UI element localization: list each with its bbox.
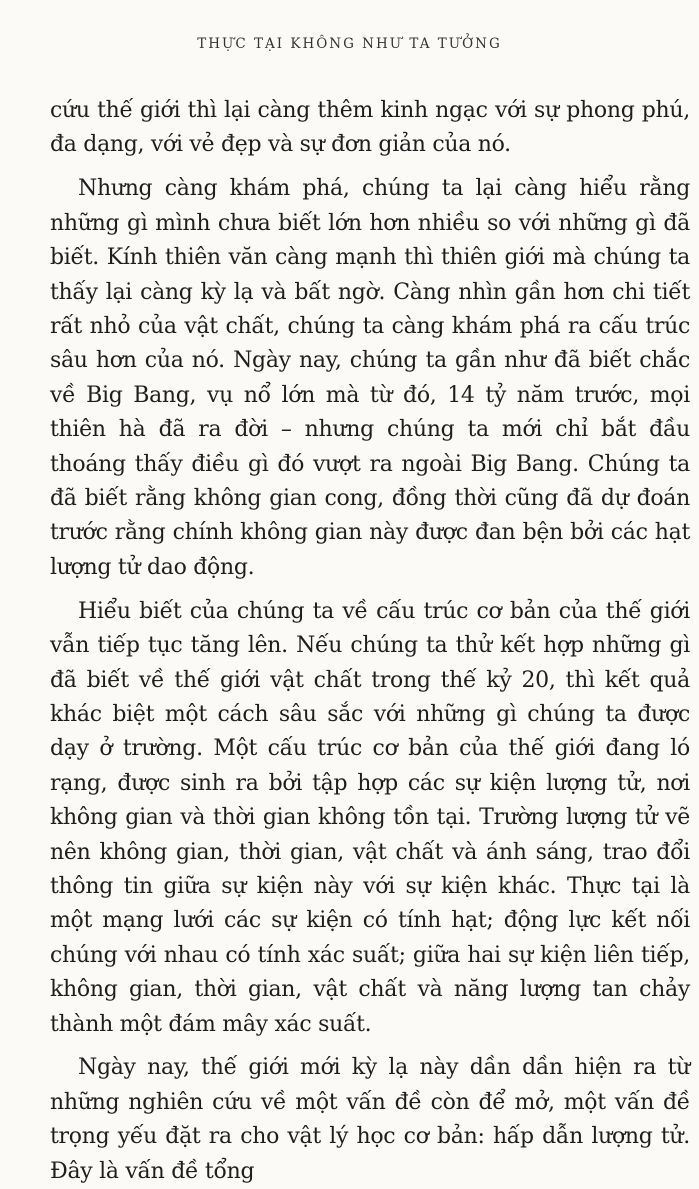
paragraph: Nhưng càng khám phá, chúng ta lại càng hiểu rằng những gì mình chưa biết lớn hơn nhiều so với những gì đã biết. Kính thiên văn càng mạnh thì thiên giới mà chúng ta thấy lại càng kỳ lạ và bất ngờ. Càng nhìn gần hơn chi tiết rất nhỏ của vật chất, chúng ta càng khám phá ra cấu trúc sâu hơn của nó. Ngày nay, chúng ta gần như đã biết chắc về Big Bang, vụ nổ lớn mà từ đó, 14 tỷ năm trước, mọi thiên hà đã ra đời – nhưng chúng ta mới chỉ bắt đầu thoáng thấy điều gì đó vượt ra ngoài Big Bang. Chúng ta đã biết rằng không gian cong, đồng thời cũng đã dự đoán trước rằng chính không gian này được đan bện bởi các hạt lượng tử dao động. xyxy=(50,176,690,580)
running-header: THỰC TẠI KHÔNG NHƯ TA TƯỞNG xyxy=(197,36,502,52)
paragraph: Ngày nay, thế giới mới kỳ lạ này dần dần hiện ra từ những nghiên cứu về một vấn đề còn để mở, một vấn đề trọng yếu đặt ra cho vật lý học cơ bản: hấp dẫn lượng tử. Đây là vấn đề tổng xyxy=(50,1055,690,1184)
paragraph: Hiểu biết của chúng ta về cấu trúc cơ bản của thế giới vẫn tiếp tục tăng lên. Nếu chúng ta thử kết hợp những gì đã biết về thế giới vật chất trong thế kỷ 20, thì kết quả khác biệt một cách sâu sắc với những gì chúng ta được dạy ở trường. Một cấu trúc cơ bản của thế giới đang ló rạng, được sinh ra bởi tập hợp các sự kiện lượng tử, nơi không gian và thời gian không tồn tại. Trường lượng tử vẽ nên không gian, thời gian, vật chất và ánh sáng, trao đổi thông tin giữa sự kiện này với sự kiện khác. Thực tại là một mạng lưới các sự kiện có tính hạt; động lực kết nối chúng với nhau có tính xác suất; giữa hai sự kiện liên tiếp, không gian, thời gian, vật chất và năng lượng tan chảy thành một đám mây xác suất. xyxy=(50,598,690,1037)
page-body-text xyxy=(50,94,690,1189)
paragraph-continued: cứu thế giới thì lại càng thêm kinh ngạc với sự phong phú, đa dạng, với vẻ đẹp và sự đơn giản của nó. xyxy=(50,98,690,158)
